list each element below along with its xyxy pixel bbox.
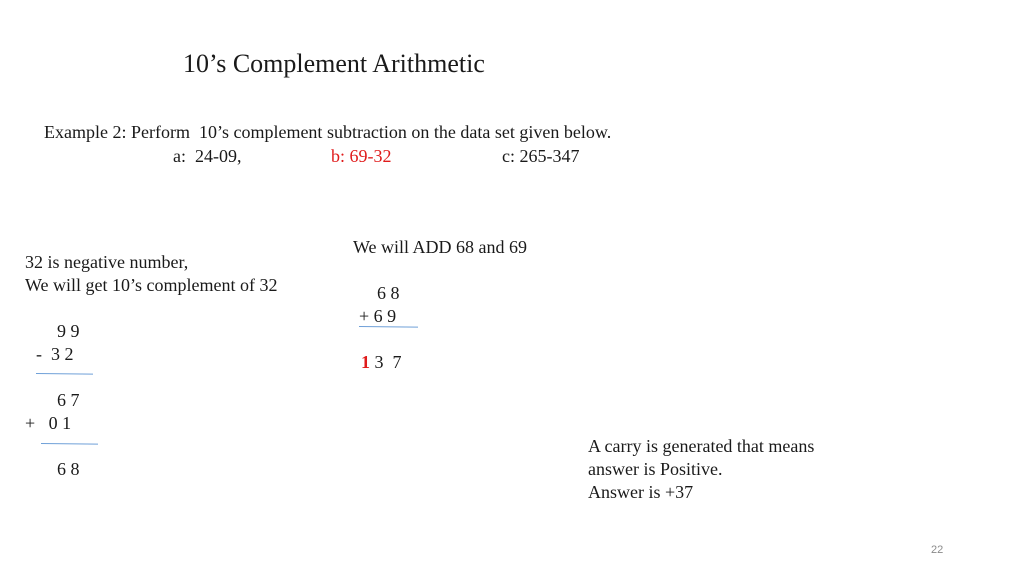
add-top-operand: 6 8: [377, 283, 400, 303]
calc1-underline: [36, 373, 93, 375]
dataset-b: b: 69-32: [331, 146, 392, 166]
carry-digit: 1: [361, 352, 370, 372]
calc2-underline: [41, 443, 98, 445]
dataset-a: a: 24-09,: [173, 146, 242, 166]
conclusion-line-1: A carry is generated that means: [588, 436, 815, 456]
add-result-digits: 3 7: [370, 352, 402, 372]
calc1-minuend: 9 9: [57, 321, 80, 341]
negative-note: 32 is negative number,: [25, 252, 189, 272]
page-number: 22: [931, 544, 944, 556]
slide-title: 10’s Complement Arithmetic: [183, 49, 485, 78]
example-statement: Example 2: Perform 10’s complement subtraction on the data set given below.: [44, 122, 612, 142]
add-result: [361, 351, 402, 374]
add-bottom-operand: + 6 9: [359, 306, 397, 326]
dataset-c: c: 265-347: [502, 146, 580, 166]
calc2-addend: + 0 1: [25, 413, 72, 433]
conclusion-line-3: Answer is +37: [588, 482, 694, 502]
calc1-result: 6 7: [57, 390, 80, 410]
conclusion-line-2: answer is Positive.: [588, 459, 723, 479]
add-heading: We will ADD 68 and 69: [353, 237, 528, 257]
complement-note: We will get 10’s complement of 32: [25, 275, 278, 295]
calc1-subtrahend: - 3 2: [36, 344, 74, 364]
calc2-result: 6 8: [57, 459, 80, 479]
